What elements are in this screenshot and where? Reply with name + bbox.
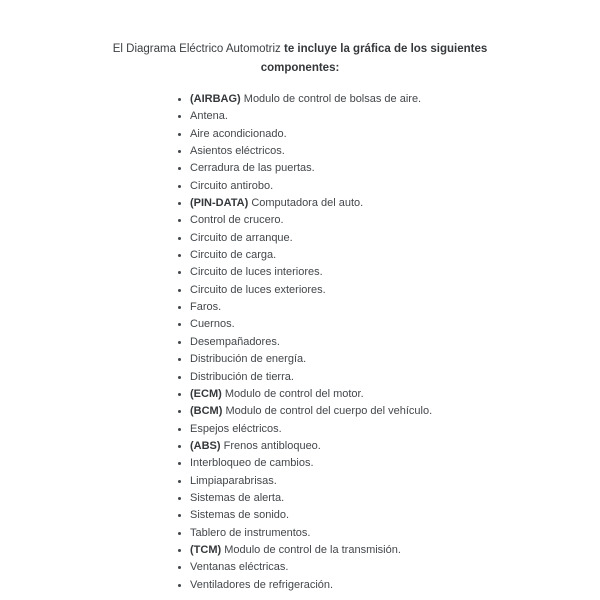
component-label: Ventanas eléctricas. — [190, 561, 289, 574]
component-abbr: (PIN-DATA) — [190, 197, 249, 210]
component-label: Limpiaparabrisas. — [190, 474, 277, 487]
list-item — [190, 421, 600, 438]
list-item — [190, 316, 600, 333]
title-bold-text-line2: componentes: — [260, 61, 340, 74]
component-label: Sistemas de sonido. — [190, 509, 290, 522]
component-label: Cuernos. — [190, 318, 235, 331]
component-label: Circuito de luces interiores. — [190, 266, 323, 279]
list-item — [190, 577, 600, 594]
title-bold-text-line1: te incluye la gráfica de los siguientes — [284, 43, 488, 55]
component-label: Sistemas de alerta. — [190, 491, 285, 504]
component-label: Aire acondicionado. — [190, 127, 287, 140]
component-abbr: (BCM) — [190, 405, 223, 418]
list-item — [190, 455, 600, 472]
list-item — [190, 542, 600, 559]
list-item — [190, 178, 600, 195]
list-item — [190, 143, 600, 160]
list-item — [190, 264, 600, 281]
list-item — [190, 230, 600, 247]
list-item — [190, 490, 600, 507]
list-item — [190, 386, 600, 403]
component-label: Faros. — [190, 301, 222, 314]
component-abbr: (ABS) — [190, 439, 221, 452]
component-label: Modulo de control de bolsas de aire. — [243, 93, 422, 105]
component-label: Modulo de control del cuerpo del vehículo. — [225, 405, 433, 418]
component-label: Computadora del auto. — [251, 197, 364, 210]
component-label: Antena. — [190, 110, 228, 123]
component-label: Distribución de energía. — [190, 353, 307, 366]
list-item — [190, 351, 600, 368]
component-list — [0, 91, 600, 594]
list-item — [190, 160, 600, 177]
list-item — [190, 91, 600, 108]
component-label: Modulo de control de la transmisión. — [224, 543, 401, 556]
component-label: Frenos antibloqueo. — [223, 439, 321, 452]
component-abbr: (ECM) — [190, 387, 222, 400]
list-item — [190, 282, 600, 299]
component-label: Circuito antirobo. — [190, 179, 274, 192]
component-label: Asientos eléctricos. — [190, 145, 285, 158]
list-item — [190, 403, 600, 420]
list-item — [190, 126, 600, 143]
component-label: Cerradura de las puertas. — [190, 162, 315, 175]
component-label: Ventiladores de refrigeración. — [190, 578, 334, 591]
list-item — [190, 195, 600, 212]
component-label: Desempañadores. — [190, 335, 280, 348]
component-label: Espejos eléctricos. — [190, 422, 282, 435]
component-label: Tablero de instrumentos. — [190, 526, 311, 539]
list-item — [190, 473, 600, 490]
title-regular-text: El Diagrama Eléctrico Automotriz — [112, 43, 281, 55]
component-label: Interbloqueo de cambios. — [190, 457, 314, 470]
list-item — [190, 299, 600, 316]
list-item — [190, 525, 600, 542]
list-item — [190, 334, 600, 351]
list-item — [190, 247, 600, 264]
component-label: Circuito de arranque. — [190, 231, 293, 244]
list-item — [190, 108, 600, 125]
component-label: Circuito de carga. — [190, 249, 277, 262]
list-item — [190, 369, 600, 386]
component-abbr: (TCM) — [190, 543, 222, 556]
component-label: Circuito de luces exteriores. — [190, 283, 326, 296]
list-item — [190, 212, 600, 229]
list-item — [190, 507, 600, 524]
component-label: Modulo de control del motor. — [224, 387, 364, 400]
list-item — [190, 559, 600, 576]
component-abbr: (AIRBAG) — [190, 93, 241, 105]
component-label: Distribución de tierra. — [190, 370, 294, 383]
list-item — [190, 438, 600, 455]
page-title — [110, 40, 490, 77]
component-label: Control de crucero. — [190, 214, 284, 227]
